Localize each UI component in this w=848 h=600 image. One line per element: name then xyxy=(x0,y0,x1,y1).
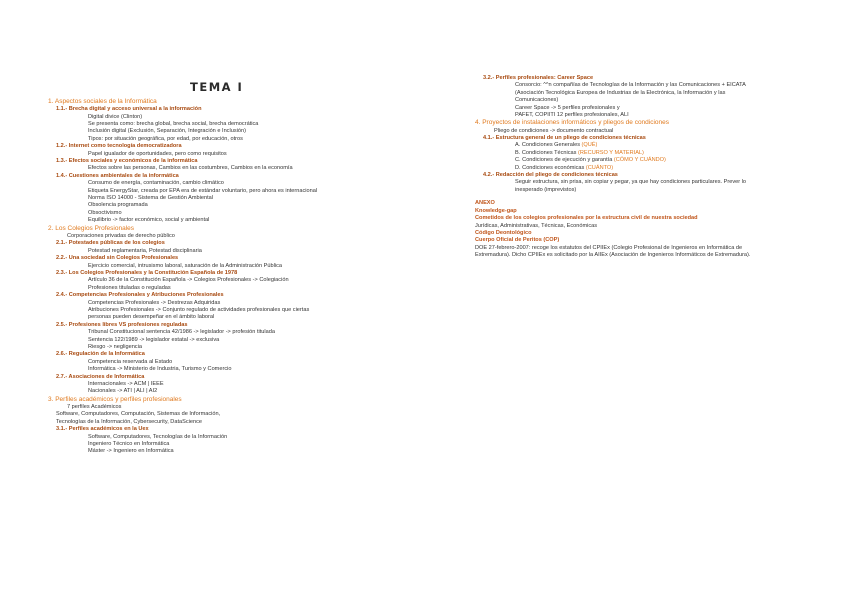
body-line: Etiqueta EnergyStar, creada por EPA era de estándar voluntario, pero ahora es internacional xyxy=(88,187,318,194)
body-line: Seguir estructura, sin prisa, sin copiar y pegar, ya que hay condiciones particulares. Prever lo xyxy=(515,179,747,186)
subsection-heading: 1.4.- Cuestiones ambientales de la informática xyxy=(56,172,179,179)
body-line: Career Space -> 5 perfiles profesionales y xyxy=(515,104,620,111)
annex-line: Cometidos de los colegios profesionales por la estructura civil de nuestra sociedad xyxy=(475,215,698,222)
condition-note: (QUÉ) xyxy=(581,142,598,149)
annex-line: Cuerpo Oficial de Peritos (COP) xyxy=(475,237,560,244)
body-line: Atribuciones Profesionales -> Conjunto regulado de actividades profesionales que ciertas xyxy=(88,306,310,313)
section-heading: 3. Perfiles académicos y perfiles profesionales xyxy=(48,395,182,403)
body-line: Corporaciones privadas de derecho público xyxy=(67,232,175,239)
body-line: Obsoctivismo xyxy=(88,209,122,216)
body-line: PAFET, COPIITI 12 perfiles profesionales, ALI xyxy=(515,112,629,119)
body-line: Inclusión digital (Exclusión, Separación, Integración e Inclusión) xyxy=(88,128,246,135)
body-line: Ingeniero Técnico en Informática xyxy=(88,441,170,448)
body-line: (Asociación Tecnológica Europea de Industrias de la Electrónica, la Información y las xyxy=(515,89,726,96)
body-line: Software, Computadores, Tecnologías de la Información xyxy=(88,433,228,440)
subsection-heading: 3.1.- Perfiles académicos en la Uex xyxy=(56,426,149,433)
body-line: Consumo de energía, contaminación, cambio climático xyxy=(88,180,224,187)
subsection-heading: 2.1.- Potestades públicas de los colegios xyxy=(56,240,165,247)
body-line: Tipos: por situación geográfica, por edad, por educación, otros xyxy=(88,135,243,142)
body-line: Nacionales -> ATI | ALI | AI2 xyxy=(88,388,158,395)
body-line: personas pueden desempeñar en el ámbito laboral xyxy=(88,314,215,321)
body-line: Obsolencia programada xyxy=(88,202,148,209)
subsection-heading: 2.5.- Profesiones libres VS profesiones reguladas xyxy=(56,321,188,328)
body-line: 7 perfiles Académicos xyxy=(67,404,122,411)
subsection-heading: 1.3.- Efectos sociales y económicos de la informática xyxy=(56,158,198,165)
body-line: Extremadura). Dicho CPIIEx es solicitado por la AIIEx (Asociación de Ingenieros Informáticos de Extremadura). xyxy=(475,252,751,259)
condition-label: D. Condiciones económicas xyxy=(515,164,586,171)
section-heading: 2. Los Colegios Profesionales xyxy=(48,224,134,232)
subsection-heading: 3.2.- Perfiles profesionales: Career Space xyxy=(483,75,594,81)
body-line: Sentencia 122/1989 -> legislador estatal -> exclusiva xyxy=(88,336,220,343)
body-line: DOE 27-febrero-2007: recoge los estatutos del CPIIEx (Colegio Profesional de Ingenieros en Informática de xyxy=(475,244,743,251)
body-line: Digital divice (Clinton) xyxy=(88,113,143,120)
body-line: Internacionales -> ACM | IEEE xyxy=(88,381,164,388)
condition-note: (CUÁNTO) xyxy=(585,164,614,171)
body-line xyxy=(475,165,815,172)
subsection-heading: 4.2.- Redacción del pliego de condiciones técnicas xyxy=(483,172,618,179)
body-line: Ejercicio comercial, intrusismo laboral, saturación de la Administración Pública xyxy=(88,262,283,269)
body-line: Profesiones tituladas o reguladas xyxy=(88,284,171,291)
subsection-heading: 1.2.- Internet como tecnología democratizadora xyxy=(56,143,182,150)
section-heading: 1. Aspectos sociales de la Informática xyxy=(48,98,157,105)
annex-line: ANEXO xyxy=(475,200,495,207)
body-line: Competencia reservada al Estado xyxy=(88,358,173,365)
right-column xyxy=(475,75,815,260)
condition-label: C. Condiciones de ejecución y garantía xyxy=(515,157,614,164)
body-line: Se presenta como: brecha global, brecha social, brecha democrática xyxy=(88,121,259,128)
annex-line: Código Deontológico xyxy=(475,229,532,236)
body-line: Tecnologías de la Información, Cybersecurity, DataScience xyxy=(56,418,203,425)
subsection-heading: 2.2.- Una sociedad sin Colegios Profesionales xyxy=(56,255,179,262)
body-line: Máster -> Ingeniero en Informática xyxy=(88,448,174,455)
body-line: inesperado (imprevistos) xyxy=(515,186,577,193)
body-line: Papel igualador de oportunidades, pero como requisitos xyxy=(88,150,227,157)
document-title: TEMA I xyxy=(190,80,244,94)
condition-label: B. Condiciones Técnicas xyxy=(515,149,579,156)
body-line: Software, Computadores, Computación, Sistemas de Información, xyxy=(56,411,221,418)
subsection-heading: 2.6.- Regulación de la Informática xyxy=(56,351,145,358)
subsection-heading: 2.7.- Asociaciones de Informática xyxy=(56,373,145,380)
condition-note: (CÓMO Y CUÁNDO) xyxy=(613,157,666,164)
body-line: Consorcio: ^^n compañías de Tecnologías de la Información y las Comunicaciones + EICATA xyxy=(515,82,746,89)
condition-label: A. Condiciones Generales xyxy=(515,142,582,149)
annex-line: Knowledge-gap xyxy=(475,207,517,214)
section-heading: 4. Proyectos de instalaciones informáticos y pliegos de condiciones xyxy=(475,119,670,127)
condition-note: (RECURSO Y MATERIAL) xyxy=(578,149,644,156)
body-line: Potestad reglamentaria, Potestad disciplinaria xyxy=(88,247,202,254)
subsection-heading: 1.1.- Brecha digital y acceso universal a la información xyxy=(56,106,202,113)
body-line: Competencias Profesionales -> Destrezas Adquiridas xyxy=(88,299,221,306)
body-line: Efectos sobre las personas, Cambios en las costumbres, Cambios en la economía xyxy=(88,165,293,172)
body-line: Artículo 36 de la Constitución Española -> Colegios Profesionales -> Colegiación xyxy=(88,277,289,284)
body-line: Pliego de condiciones -> documento contractual xyxy=(494,127,614,134)
subsection-heading: 2.3.- Los Colegios Profesionales y la Constitución Española de 1978 xyxy=(56,269,238,276)
subsection-heading: 2.4.- Competencias Profesionales y Atribuciones Profesionales xyxy=(56,292,224,299)
body-line: Riesgo -> negligencia xyxy=(88,344,142,350)
body-line: Comunicaciones) xyxy=(515,97,559,104)
body-line xyxy=(475,142,815,149)
body-line: Tribunal Constitucional sentencia 42/1986 -> legislador -> profesión titulada xyxy=(88,329,275,336)
left-column xyxy=(48,98,428,456)
body-line: Norma ISO 14000 - Sistema de Gestión Ambiental xyxy=(88,195,213,202)
body-line: Informática -> Ministerio de Industria, Turismo y Comercio xyxy=(88,366,232,373)
body-line xyxy=(475,157,815,164)
subsection-heading: 4.1.- Estructura general de un pliego de condiciones técnicas xyxy=(483,135,646,142)
body-line: Jurídicas, Administrativas, Técnicas, Económicas xyxy=(475,222,598,229)
body-line: Equilibrio -> factor económico, social y ambiental xyxy=(88,217,210,224)
